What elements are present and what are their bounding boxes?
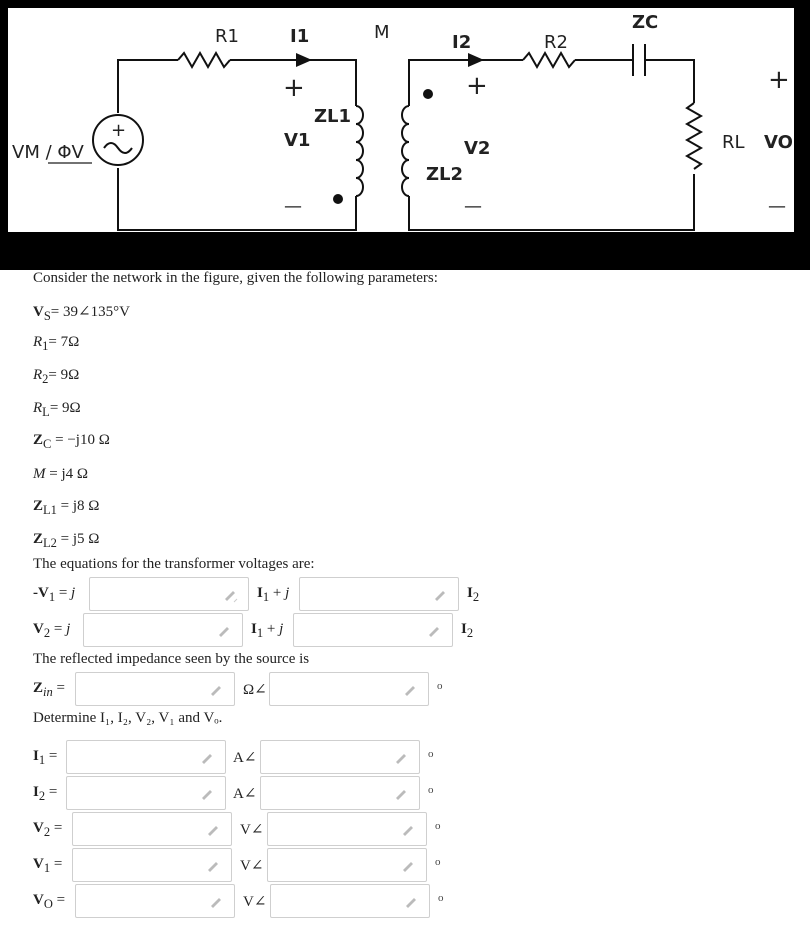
zl2-coil	[402, 106, 409, 196]
answer-symbol: V	[33, 820, 44, 836]
parameter-value: = j4 Ω	[45, 466, 89, 482]
vo-plus: +	[768, 65, 790, 95]
eq1-tail: $I_2$	[467, 585, 480, 604]
eq1-lhs: $-V_1 = j$	[33, 585, 76, 604]
vo-label: VO	[764, 132, 793, 153]
parameter-symbol: V	[33, 304, 44, 320]
pencil-icon	[403, 894, 419, 910]
pencil-icon	[205, 822, 221, 838]
answer-unit: V∠	[240, 858, 264, 874]
vo-minus: —	[768, 196, 786, 217]
pencil-icon	[199, 750, 215, 766]
pencil-icon	[199, 786, 215, 802]
pencil-icon	[216, 623, 232, 639]
parameter-line	[33, 432, 110, 452]
parameter-line	[33, 531, 99, 551]
answer-label: $V_O$ =	[33, 892, 66, 911]
answer-symbol: I	[33, 748, 39, 764]
pencil-icon	[400, 822, 416, 838]
zc-label: ZC	[632, 12, 659, 33]
answer-degree: o	[435, 820, 441, 832]
pencil-icon	[393, 786, 409, 802]
r2-resistor	[523, 53, 575, 67]
answer-subscript: 2	[38, 789, 46, 803]
parameter-value: = j8 Ω	[56, 498, 100, 514]
answer-symbol: V	[33, 892, 44, 908]
m-label: M	[374, 22, 390, 43]
zin-unit: Ω∠	[243, 682, 267, 698]
parameter-line	[33, 466, 88, 486]
eq2-mid: $I_1 + j$	[251, 621, 284, 640]
rl-label: RL	[722, 132, 745, 153]
transformer-heading: The equations for the transformer voltages are:	[33, 556, 315, 572]
secondary-top-wire-3	[645, 60, 694, 103]
answer-magnitude-input[interactable]	[66, 776, 226, 810]
pencil-icon	[393, 750, 409, 766]
parameter-line	[33, 498, 99, 518]
parameter-symbol: Z	[33, 432, 44, 448]
answer-subscript: O	[43, 897, 53, 911]
circuit-diagram	[8, 8, 794, 232]
pencil-icon	[222, 587, 238, 603]
zin-angle-input[interactable]	[269, 672, 429, 706]
eq1-mid: $I_1 + j$	[257, 585, 290, 604]
pencil-icon	[432, 587, 448, 603]
parameter-subscript: 2	[42, 372, 49, 386]
parameter-symbol: Z	[33, 531, 44, 547]
pencil-icon	[208, 894, 224, 910]
pencil-icon	[402, 682, 418, 698]
reflected-heading: The reflected impedance seen by the source is	[33, 651, 310, 667]
v1-plus: +	[283, 73, 305, 103]
parameter-line	[33, 400, 81, 420]
answer-angle-input[interactable]	[260, 740, 420, 774]
answer-symbol: I	[33, 784, 39, 800]
i1-arrow	[296, 53, 312, 67]
parameter-subscript: 1	[42, 339, 49, 353]
parameter-symbol: M	[33, 466, 46, 482]
pencil-icon	[205, 858, 221, 874]
parameter-symbol: Z	[33, 498, 44, 514]
eq2-tail: $I_2$	[461, 621, 474, 640]
answer-magnitude-input[interactable]	[75, 884, 235, 918]
pencil-icon	[426, 623, 442, 639]
answer-subscript: 1	[38, 753, 46, 767]
answer-angle-input[interactable]	[270, 884, 430, 918]
parameter-subscript: S	[43, 309, 51, 323]
parameter-line	[33, 367, 79, 387]
parameter-value: = 39∠135°V	[50, 304, 130, 320]
parameter-subscript: L1	[43, 503, 57, 517]
source-label: VM / ΦV	[12, 142, 84, 163]
primary-bottom-wire	[118, 168, 356, 230]
answer-magnitude-input[interactable]	[66, 740, 226, 774]
parameter-line	[33, 302, 130, 324]
answer-angle-input[interactable]	[267, 848, 427, 882]
parameter-symbol: R	[33, 334, 43, 350]
zc-capacitor	[633, 44, 645, 76]
parameter-subscript: L2	[43, 536, 57, 550]
answer-angle-input[interactable]	[267, 812, 427, 846]
answer-degree: o	[435, 856, 441, 868]
dot-zl1	[333, 194, 343, 204]
r1-label: R1	[215, 26, 239, 47]
parameter-symbol: R	[33, 367, 43, 383]
parameter-value: = j5 Ω	[56, 531, 100, 547]
answer-magnitude-input[interactable]	[72, 848, 232, 882]
zin-label: $Z_{in}$ =	[33, 680, 65, 699]
answer-unit: A∠	[233, 786, 257, 802]
pencil-icon	[400, 858, 416, 874]
eq1-coef2-input[interactable]	[299, 577, 459, 611]
answer-subscript: 1	[43, 861, 51, 875]
parameter-value: = 7Ω	[48, 334, 80, 350]
parameter-value: = −j10 Ω	[51, 432, 110, 448]
eq2-coef2-input[interactable]	[293, 613, 453, 647]
problem-intro: Consider the network in the figure, given the following parameters:	[33, 270, 438, 286]
zl1-label: ZL1	[314, 106, 352, 127]
determine-heading: Determine I₁, I₂, V₂, V₁ and Vₒ.	[33, 710, 223, 726]
answer-unit: V∠	[243, 894, 267, 910]
eq2-coef1-input[interactable]	[83, 613, 243, 647]
v2-minus: —	[464, 196, 482, 217]
zl1-coil	[356, 106, 363, 196]
parameter-subscript: C	[43, 437, 52, 451]
i1-label: I1	[290, 26, 310, 47]
answer-degree: o	[438, 892, 444, 904]
parameter-line	[33, 334, 79, 354]
dot-zl2	[423, 89, 433, 99]
v1-minus: —	[284, 196, 302, 217]
source-plus: +	[111, 120, 127, 141]
rl-resistor	[687, 103, 701, 169]
i2-label: I2	[452, 32, 472, 53]
answer-magnitude-input[interactable]	[72, 812, 232, 846]
circuit-figure	[0, 0, 810, 270]
v2-label: V2	[464, 138, 491, 159]
parameter-value: = 9Ω	[49, 400, 81, 416]
answer-subscript: 2	[43, 825, 51, 839]
answer-label: $I_1$ =	[33, 748, 58, 767]
eq2-lhs: $V_2 = j$	[33, 621, 71, 640]
primary-top-wire	[118, 60, 178, 113]
r2-label: R2	[544, 32, 568, 53]
answer-symbol: V	[33, 856, 44, 872]
pencil-icon	[208, 682, 224, 698]
i2-arrow	[468, 53, 484, 67]
parameter-symbol: R	[33, 400, 43, 416]
v1-label: V1	[284, 130, 311, 151]
answer-degree: o	[428, 784, 434, 796]
zl2-label: ZL2	[426, 164, 464, 185]
zin-degree: o	[437, 680, 443, 692]
parameter-subscript: L	[42, 405, 50, 419]
answer-label: $I_2$ =	[33, 784, 58, 803]
answer-label: $V_2$ =	[33, 820, 63, 839]
r1-resistor	[178, 53, 230, 67]
parameter-value: = 9Ω	[48, 367, 80, 383]
answer-unit: V∠	[240, 822, 264, 838]
eq1-coef1-input[interactable]	[89, 577, 249, 611]
answer-label: $V_1$ =	[33, 856, 63, 875]
answer-angle-input[interactable]	[260, 776, 420, 810]
answer-degree: o	[428, 748, 434, 760]
answer-unit: A∠	[233, 750, 257, 766]
v2-plus: +	[466, 71, 488, 101]
zin-magnitude-input[interactable]	[75, 672, 235, 706]
